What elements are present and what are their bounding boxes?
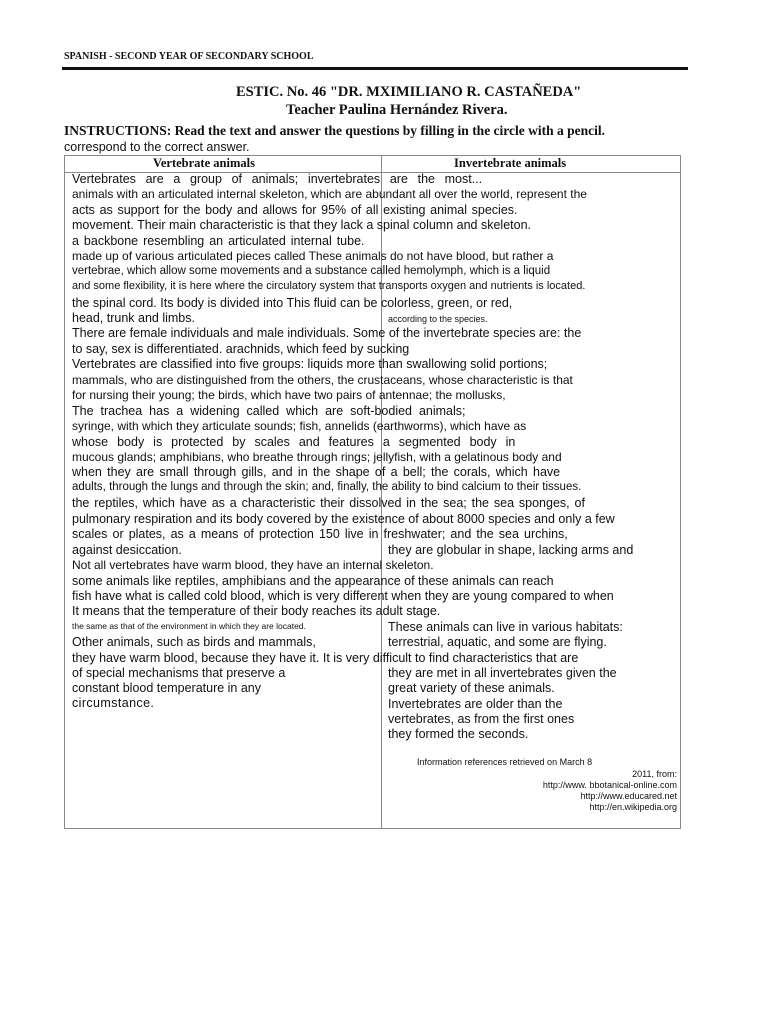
text-line: animals with an articulated internal skeleton, which are abundant all over the world, represent the — [72, 187, 587, 201]
text-line: when they are small through gills, and in the shape of a bell; the corals, which have — [72, 465, 561, 479]
text-line: to say, sex is differentiated. arachnids, which feed by sucking — [72, 342, 410, 356]
text-line: made up of various articulated pieces called These animals do not have blood, but rather a — [72, 249, 554, 263]
text-line: a backbone resembling an articulated internal tube. — [72, 234, 365, 248]
text-line: mucous glands; amphibians, who breathe through rings; jellyfish, with a gelatinous body and — [72, 450, 562, 464]
text-line-right: Invertebrates are older than the — [388, 697, 563, 711]
text-line: the spinal cord. Its body is divided into This fluid can be colorless, green, or red, — [72, 296, 513, 310]
references-intro: Information references retrieved on March 8 — [417, 757, 593, 767]
text-line-right: vertebrates, as from the first ones — [388, 712, 575, 726]
header-rule — [62, 67, 688, 70]
text-line: fish have what is called cold blood, which is very different when they are young compared to when — [72, 589, 614, 603]
text-line: acts as support for the body and allows for 95% of all existing animal species. — [72, 203, 518, 217]
teacher-name: Teacher Paulina Hernández Rivera. — [286, 102, 508, 118]
text-line-right: These animals can live in various habitats: — [388, 620, 623, 634]
reference-link: http://en.wikipedia.org — [589, 802, 677, 812]
instructions — [64, 123, 605, 139]
text-line-right: they formed the seconds. — [388, 727, 529, 741]
text-line: Vertebrates are classified into five groups: liquids more than swallowing solid portions; — [72, 357, 548, 371]
text-line: vertebrae, which allow some movements and a substance called hemolymph, which is a liquid — [72, 265, 551, 277]
col-invertebrate-header: Invertebrate animals — [454, 156, 567, 170]
references-date: 2011, from: — [632, 769, 677, 779]
text-line: movement. Their main characteristic is that they lack a spinal column and skeleton. — [72, 218, 532, 232]
text-line: against desiccation. — [72, 543, 182, 557]
text-line: they have warm blood, because they have it. It is very difficult to find characteristics that are — [72, 651, 579, 665]
text-line: Vertebrates are a group of animals; invertebrates are the most... — [72, 172, 483, 186]
text-line: scales or plates, as a means of protection 150 live in freshwater; and the sea urchins, — [72, 527, 568, 541]
text-line: of special mechanisms that preserve a — [72, 666, 286, 680]
text-line-right: according to the species. — [388, 314, 488, 324]
text-line: mammals, who are distinguished from the others, the crustaceans, whose characteristic is that — [72, 373, 573, 387]
instructions-text: Read the text and answer the questions by filling in the circle with a pencil. — [171, 123, 606, 138]
text-line-right: they are globular in shape, lacking arms and — [388, 543, 634, 557]
text-line: the reptiles, which have as a characteristic their dissolved in the sea; the sea sponges, of — [72, 496, 585, 510]
text-line: pulmonary respiration and its body covered by the existence of about 8000 species and only a few — [72, 512, 615, 526]
reference-link: http://www. bbotanical-online.com — [542, 780, 677, 790]
text-line: syringe, with which they articulate sounds; fish, annelids (earthworms), which have as — [72, 419, 527, 433]
text-line-right: great variety of these animals. — [388, 681, 555, 695]
subject-header: SPANISH - SECOND YEAR OF SECONDARY SCHOOL — [64, 51, 314, 62]
text-line-right: they are met in all invertebrates given the — [388, 666, 617, 680]
text-line-right: terrestrial, aquatic, and some are flying. — [388, 635, 607, 649]
col-vertebrate-header: Vertebrate animals — [153, 156, 255, 170]
text-line: Other animals, such as birds and mammals, — [72, 635, 316, 649]
text-line: some animals like reptiles, amphibians and the appearance of these animals can reach — [72, 574, 554, 588]
text-line: adults, through the lungs and through the skin; and, finally, the ability to bind calcium to their tissues. — [72, 481, 582, 493]
text-line: and some flexibility, it is here where the circulatory system that transports oxygen and nutrients is located. — [72, 280, 586, 292]
text-line: circumstance. — [72, 696, 155, 710]
instructions-line2: correspond to the correct answer. — [64, 140, 250, 154]
text-line: for nursing their young; the birds, which have two pairs of antennae; the mollusks, — [72, 388, 506, 402]
text-line: whose body is protected by scales and features a segmented body in — [72, 435, 516, 449]
reference-link: http://www.educared.net — [580, 791, 677, 801]
text-line: head, trunk and limbs. — [72, 311, 195, 325]
text-line: There are female individuals and male individuals. Some of the invertebrate species are: the — [72, 326, 582, 340]
text-line: Not all vertebrates have warm blood, they have an internal skeleton. — [72, 558, 434, 572]
instructions-label: INSTRUCTIONS: — [64, 123, 172, 138]
school-title: ESTIC. No. 46 "DR. MXIMILIANO R. CASTAÑEDA" — [236, 84, 582, 100]
text-line: constant blood temperature in any — [72, 681, 262, 695]
text-line: the same as that of the environment in which they are located. — [72, 621, 306, 631]
text-line: It means that the temperature of their body reaches its adult stage. — [72, 604, 441, 618]
text-line: The trachea has a widening called which are soft-bodied animals; — [72, 404, 466, 418]
